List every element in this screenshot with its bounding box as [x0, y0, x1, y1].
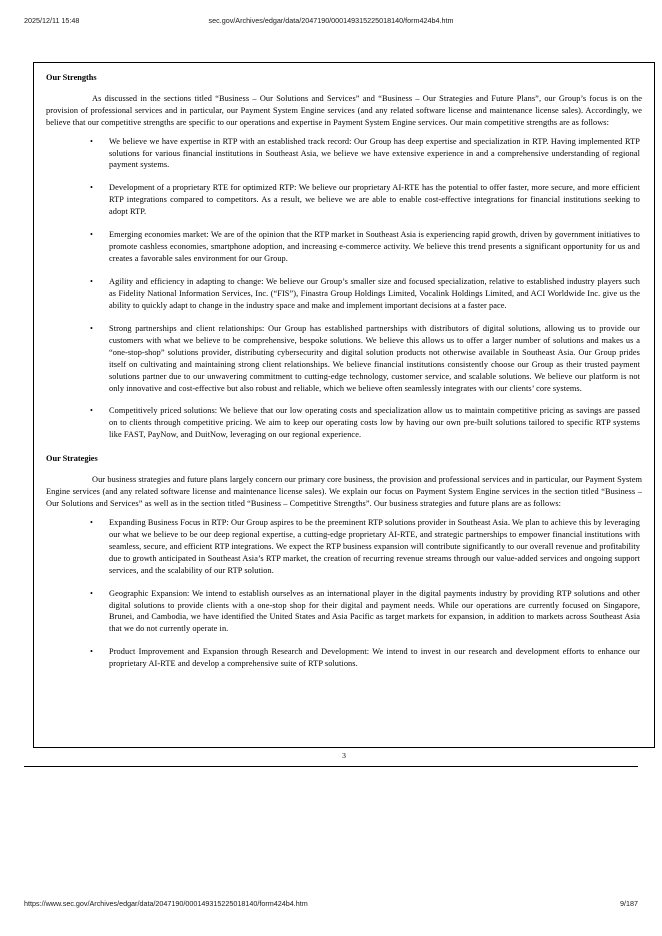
bullet-icon: • — [90, 230, 93, 240]
list-item-text: Strong partnerships and client relationships: Our Group has established partnerships with distributors of digital solutions, allowing us to provide our customers with what we believe to be comprehensive, bespoke solutions. We believe this allows us to offer a larger number of solutions and makes us a “one-stop-shop” solutions provider, distributing cybersecurity and digital solution products not otherwise available in Southeast Asia. Our Group prides itself on cultivating and maintaining strong client relationships. We believe financial institutions consistently choose our Group as their trusted payment solutions partner due to our unwavering commitment to cutting-edge technology, customer service, and scalable solutions. We believe our platform is not only innovative and cost-effective but also robust and reliable, which we believe often seamlessly integrates with our clients’ core systems. — [109, 323, 640, 393]
browser-print-header — [0, 16, 662, 30]
list-item-text: Competitively priced solutions: We believe that our low operating costs and specialization allow us to maintain competitive pricing as savings are passed on to clients through competitive pricing. We aim to keep our operating costs low by having our own pre-built solutions tailored to specific RTP systems like FAST, PayNow, and DuitNow, leveraging on our regional experience. — [109, 406, 640, 440]
list-item — [46, 517, 642, 577]
print-header-url: sec.gov/Archives/edgar/data/2047190/000149315225018140/form424b4.htm — [208, 16, 454, 25]
bullet-icon: • — [90, 588, 93, 598]
section-heading-our-strategies: Our Strategies — [46, 454, 98, 464]
list-item — [46, 646, 642, 670]
section-heading-our-strengths: Our Strengths — [46, 73, 97, 82]
list-item — [46, 229, 642, 265]
bullet-icon: • — [90, 406, 93, 416]
list-item-text: Development of a proprietary RTE for optimized RTP: We believe our proprietary AI-RTE has the potential to offer faster, more secure, and more efficient RTP integrations compared to competitors. As a result, we believe we are able to enable cost-effective integrations for financial institutions seeking to adopt RTP. — [109, 183, 640, 217]
our-strengths-intro-paragraph: As discussed in the sections titled “Business – Our Solutions and Services” and “Business – Our Strategies and Future Plans”, our Group’s focus is on the provision of professional services and in particular, our Payment System Engine services (and any related software license and maintenance license sales). Accordingly, we believe that our competitive strengths are specific to our operations and expertise in Payment System Engine services. Our main competitive strengths are as follows: — [46, 93, 642, 127]
list-item — [46, 323, 642, 395]
our-strategies-intro-paragraph: Our business strategies and future plans largely concern our primary core business, the provision and professional services and in particular, our Payment System Engine services (and any related software license and maintenance license sales). We explain our focus on Payment System Engine services in the section titled “Business – Our Solutions and Services” as well as in the section titled “Business – Competitive Strengths”. Our business strategies and future plans are as follows: — [46, 475, 642, 508]
bullet-icon: • — [90, 647, 93, 657]
list-item — [46, 136, 642, 172]
list-item — [46, 405, 642, 441]
list-item — [46, 276, 642, 312]
document-page-content — [34, 63, 654, 670]
page-divider-rule — [24, 766, 638, 767]
bullet-icon: • — [90, 323, 93, 333]
bullet-icon: • — [90, 517, 93, 527]
our-strengths-bullet-list — [46, 136, 642, 442]
page-number: 3 — [342, 751, 346, 760]
print-footer-page-count: 9/187 — [620, 899, 638, 908]
print-header-date: 2025/12/11 15:48 — [24, 16, 80, 25]
list-item — [46, 182, 642, 218]
bullet-icon: • — [90, 136, 93, 146]
list-item-text: Geographic Expansion: We intend to establish ourselves as an international player in the digital payments industry by providing RTP solutions and other digital solutions to provide clients with a one-stop shop for their digital and payment needs. While our operations are currently focused on Singapore, Brunei, and Cambodia, we have identified the United States and Asia Pacific as target markets for expansion, in addition to markets across Southeast Asia that we do not currently operate in. — [109, 588, 640, 634]
list-item-text: Expanding Business Focus in RTP: Our Group aspires to be the preeminent RTP solutions provider in Southeast Asia. We plan to achieve this by leveraging our what we believe to be our deep regional expertise, a cutting-edge proprietary AI-RTE, and strategic partnerships to empower financial institutions with seamless, secure, and efficient RTP integrations. We expect the RTP business expansion will contribute significantly to our overall revenue and profitability due to growth anticipated in Southeast Asia’s RTP market, the creation of recurring revenue streams through our value-added services and ongoing support services, and the scalability of our RTP solution. — [109, 517, 640, 575]
document-page — [33, 62, 655, 748]
bullet-icon: • — [90, 183, 93, 193]
print-footer-url: https://www.sec.gov/Archives/edgar/data/2047190/000149315225018140/form424b4.htm — [24, 899, 308, 908]
our-strategies-bullet-list — [46, 517, 642, 670]
bullet-icon: • — [90, 277, 93, 287]
list-item-text: Emerging economies market: We are of the opinion that the RTP market in Southeast Asia is experiencing rapid growth, driven by government initiatives to promote cashless economies, smartphone adoption, and increasing e-commerce activity. We believe this trend presents a significant opportunity for us and creates a favorable sales environment for our Group. — [109, 230, 640, 264]
list-item-text: Agility and efficiency in adapting to change: We believe our Group’s smaller size and focused specialization, relative to established industry players such as Fidelity National Information Services, Inc. (“FIS”), Finastra Group Holdings Limited, Vocalink Holdings Limited, and ACI Worldwide Inc. give us the ability to quickly adapt to change in the industry space and make and implement important decisions at a faster pace. — [109, 277, 640, 310]
list-item-text: Product Improvement and Expansion through Research and Development: We intend to invest in our research and development efforts to enhance our proprietary AI-RTE and develop a comprehensive suite of RTP solutions. — [109, 647, 640, 669]
list-item — [46, 588, 642, 636]
list-item-text: We believe we have expertise in RTP with an established track record: Our Group has deep expertise and specialization in RTP. Having implemented RTP solutions for various financial institutions in Southeast Asia, we believe we have extensive experience in and a comprehensive understanding of regional payment systems. — [109, 136, 640, 170]
browser-print-footer — [0, 899, 662, 913]
